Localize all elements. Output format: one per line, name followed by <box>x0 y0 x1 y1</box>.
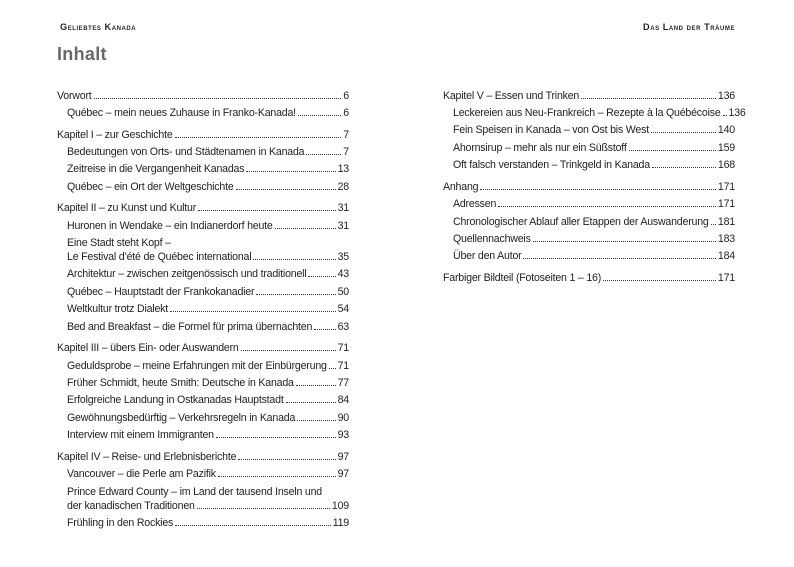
toc-entry-label: Über den Autor <box>453 250 522 263</box>
toc-entry-page: 7 <box>343 128 349 141</box>
toc-entry <box>443 136 735 153</box>
toc-entry-page: 119 <box>332 516 349 529</box>
toc-entry-page: 77 <box>337 377 349 389</box>
toc-dot-leader <box>275 228 336 229</box>
toc-entry-label: Kapitel I – zur Geschichte <box>57 128 173 141</box>
toc-entry-label: Le Festival d’été de Québec international <box>67 251 252 264</box>
toc-entry-page: 90 <box>337 411 349 424</box>
toc-entry-label: Québec – ein Ort der Weltgeschichte <box>67 180 234 193</box>
toc-entry <box>57 175 349 192</box>
toc-entry-label: Weltkultur trotz Dialekt <box>67 303 168 316</box>
toc-entry-page: 97 <box>337 450 349 463</box>
toc-entry-page: 63 <box>337 320 349 333</box>
toc-entry-label: Frühling in den Rockies <box>67 516 174 529</box>
toc-entry-page: 43 <box>337 268 349 281</box>
toc-column-right <box>443 80 746 284</box>
toc-entry-page: 28 <box>337 180 349 193</box>
toc-entry-label: Früher Schmidt, heute Smith: Deutsche in Kanada <box>67 377 294 389</box>
toc-entry-label: Eine Stadt steht Kopf – <box>67 237 171 250</box>
toc-dot-leader <box>198 210 336 211</box>
toc-entry-label: Oft falsch verstanden – Trinkgeld in Kanada <box>453 159 650 172</box>
toc-entry-label: Quellennachweis <box>453 232 531 245</box>
toc-entry-page: 71 <box>337 342 349 355</box>
toc-dot-leader <box>314 329 335 330</box>
toc-dot-leader <box>197 508 330 509</box>
toc-entry <box>57 84 349 101</box>
toc-entry <box>57 498 349 512</box>
toc-entry-page: 54 <box>337 303 349 316</box>
toc-dot-leader <box>216 437 336 438</box>
toc-dot-leader <box>329 368 336 369</box>
toc-entry <box>57 372 349 389</box>
toc-entry-label: der kanadischen Traditionen <box>67 499 195 512</box>
toc-entry <box>57 512 349 529</box>
toc-dot-leader <box>298 115 341 116</box>
toc-entry <box>443 245 735 262</box>
toc-entry <box>57 280 349 297</box>
toc-entry <box>57 263 349 280</box>
toc-dot-leader <box>94 98 342 99</box>
toc-entry <box>57 424 349 441</box>
toc-entry-page: 71 <box>337 359 349 372</box>
toc-entry <box>57 389 349 406</box>
toc-entry-label: Kapitel II – zu Kunst und Kultur <box>57 202 197 215</box>
toc-entry-page: 171 <box>717 198 735 211</box>
toc-entry <box>443 210 735 227</box>
toc-entry-page: 183 <box>717 232 735 245</box>
toc-entry-label: Interview mit einem Immigranten <box>67 429 214 442</box>
toc-entry-label: Vorwort <box>57 89 92 102</box>
running-head-right: Das Land der Träume <box>643 22 735 32</box>
toc-entry-page: 84 <box>337 394 349 407</box>
toc-entry-page: 31 <box>337 202 349 215</box>
toc-dot-leader <box>711 224 716 225</box>
toc-entry <box>57 141 349 158</box>
toc-dot-leader <box>175 137 342 138</box>
toc-entry <box>443 102 746 119</box>
toc-entry-page: 31 <box>337 219 349 232</box>
toc-dot-leader <box>253 259 335 260</box>
toc-entry-label: Fein Speisen in Kanada – von Ost bis West <box>453 124 649 137</box>
toc-column-left <box>57 80 349 529</box>
toc-dot-leader <box>723 115 727 116</box>
toc-entry-label: Huronen in Wendake – ein Indianerdorf heute <box>67 219 273 232</box>
toc-entry-page: 6 <box>343 89 349 102</box>
toc-dot-leader <box>581 98 716 99</box>
toc-entry-page: 109 <box>331 499 349 512</box>
toc-entry <box>57 214 349 231</box>
toc-entry-label: Architektur – zwischen zeitgenössisch und traditionell <box>67 268 307 281</box>
running-head-left: Geliebtes Kanada <box>60 22 137 32</box>
toc-entry-page: 35 <box>337 251 349 264</box>
toc-entry-page: 97 <box>337 468 349 481</box>
toc-entry-page: 181 <box>717 215 735 228</box>
toc-entry <box>443 266 735 283</box>
toc-dot-leader <box>306 154 341 155</box>
toc-dot-leader <box>170 311 336 312</box>
toc-entry-label: Prince Edward County – im Land der tausend Inseln und <box>67 485 322 498</box>
toc-entry-page: 168 <box>717 159 735 172</box>
page-title: Inhalt <box>57 44 107 64</box>
toc-entry-label: Farbiger Bildteil (Fotoseiten 1 – 16) <box>443 271 602 284</box>
toc-entry-page: 93 <box>337 429 349 442</box>
toc-entry-page: 171 <box>717 271 735 284</box>
toc-dot-leader <box>523 258 715 259</box>
toc-dot-leader <box>246 171 335 172</box>
toc-entry <box>443 154 735 171</box>
toc-dot-leader <box>297 420 335 421</box>
toc-entry-page: 7 <box>343 145 349 158</box>
toc-entry <box>57 123 349 140</box>
toc-entry-label: Québec – mein neues Zuhause in Franko-Kanada! <box>67 106 296 119</box>
toc-entry <box>57 480 349 497</box>
toc-dot-leader <box>480 189 716 190</box>
toc-entry-page: 184 <box>717 250 735 263</box>
toc-entry-page: 171 <box>717 180 735 193</box>
toc-entry <box>57 315 349 332</box>
toc-entry-label: Adressen <box>453 198 497 211</box>
toc-entry <box>57 337 349 354</box>
toc-dot-leader <box>533 241 716 242</box>
toc-dot-leader <box>652 167 716 168</box>
toc-entry <box>443 193 735 210</box>
toc-entry-label: Kapitel IV – Reise- und Erlebnisberichte <box>57 450 237 463</box>
toc-dot-leader <box>256 294 335 295</box>
toc-entry-label: Erfolgreiche Landung in Ostkanadas Hauptstadt <box>67 394 284 407</box>
toc-dot-leader <box>651 132 716 133</box>
toc-entry-label: Vancouver – die Perle am Pazifik <box>67 468 216 481</box>
toc-entry <box>57 463 349 480</box>
toc-dot-leader <box>603 280 716 281</box>
toc-entry-page: 13 <box>337 163 349 176</box>
toc-entry-label: Chronologischer Ablauf aller Etappen der Auswanderung <box>453 215 709 228</box>
toc-entry <box>57 354 349 371</box>
toc-entry-page: 140 <box>717 124 735 137</box>
running-head <box>60 22 735 32</box>
toc-entry <box>57 249 349 263</box>
toc-dot-leader <box>308 276 335 277</box>
toc-entry-page: 159 <box>717 141 735 154</box>
toc-entry-label: Geduldsprobe – meine Erfahrungen mit der Einbürgerung <box>67 359 327 372</box>
toc-entry-page: 136 <box>717 89 735 102</box>
toc-entry <box>443 84 735 101</box>
toc-entry-page: 6 <box>343 106 349 119</box>
toc-dot-leader <box>175 525 331 526</box>
toc-entry <box>57 232 349 249</box>
toc-entry-label: Bed and Breakfast – die Formel für prima übernachten <box>67 320 313 333</box>
toc-entry <box>57 158 349 175</box>
toc-dot-leader <box>286 402 336 403</box>
toc-entry-label: Québec – Hauptstadt der Frankokanadier <box>67 285 255 298</box>
toc-entry-label: Ahornsirup – mehr als nur ein Süßstoff <box>453 141 627 154</box>
toc-entry <box>57 445 349 462</box>
toc-dot-leader <box>238 459 335 460</box>
toc-entry <box>57 406 349 423</box>
toc-entry-label: Gewöhnungsbedürftig – Verkehrsregeln in Kanada <box>67 411 296 424</box>
toc-entry <box>57 102 349 119</box>
toc-entry-label: Kapitel V – Essen und Trinken <box>443 89 580 102</box>
toc-entry-label: Zeitreise in die Vergangenheit Kanadas <box>67 163 245 176</box>
toc-entry <box>57 298 349 315</box>
toc-entry-label: Bedeutungen von Orts- und Städtenamen in Kanada <box>67 145 305 158</box>
toc-dot-leader <box>236 189 336 190</box>
toc-dot-leader <box>218 476 336 477</box>
toc-entry-label: Anhang <box>443 180 479 193</box>
toc-dot-leader <box>241 350 336 351</box>
toc-entry-label: Leckereien aus Neu-Frankreich – Rezepte à la Québécoise <box>453 106 721 119</box>
toc-entry <box>57 197 349 214</box>
toc-dot-leader <box>296 385 336 386</box>
toc-entry-page: 136 <box>728 106 746 119</box>
toc-entry-label: Kapitel III – übers Ein- oder Auswandern <box>57 342 239 355</box>
toc-dot-leader <box>498 206 716 207</box>
toc-entry <box>443 119 735 136</box>
toc-entry <box>443 228 735 245</box>
toc-entry <box>443 175 735 192</box>
toc-dot-leader <box>629 150 716 151</box>
toc-entry-page: 50 <box>337 285 349 298</box>
